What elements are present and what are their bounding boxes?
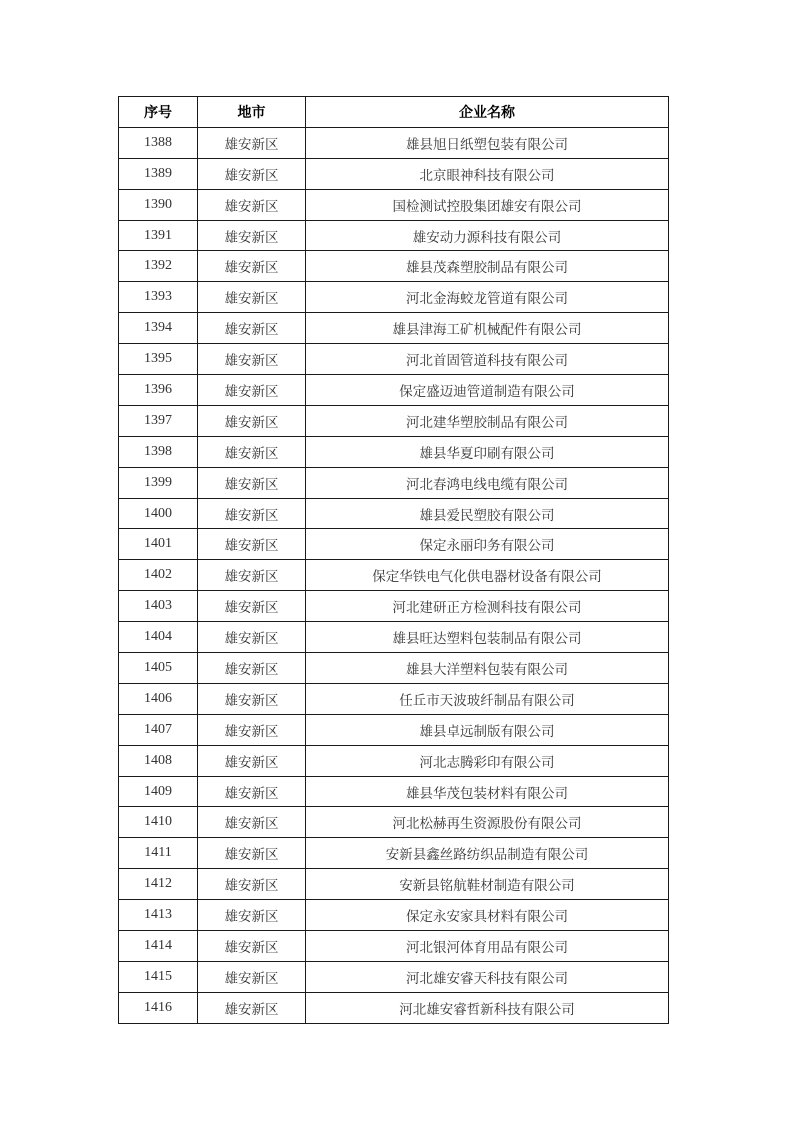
table-row [119,869,669,900]
city-cell: 雄安新区 [198,931,306,962]
table-header-row [119,97,669,128]
table-row [119,220,669,251]
city-cell: 雄安新区 [198,683,306,714]
serial-number-cell: 1400 [119,498,198,529]
company-name-cell: 保定盛迈迪管道制造有限公司 [306,375,669,406]
company-name-cell: 河北松赫再生资源股份有限公司 [306,807,669,838]
city-cell: 雄安新区 [198,807,306,838]
company-name-cell: 雄县爱民塑胶有限公司 [306,498,669,529]
city-cell: 雄安新区 [198,127,306,158]
table-body [119,127,669,1023]
table-row [119,529,669,560]
serial-number-cell: 1413 [119,900,198,931]
city-cell: 雄安新区 [198,436,306,467]
serial-number-cell: 1399 [119,467,198,498]
city-cell: 雄安新区 [198,189,306,220]
table-row [119,560,669,591]
serial-number-cell: 1397 [119,405,198,436]
serial-number-cell: 1411 [119,838,198,869]
table-row [119,436,669,467]
company-name-cell: 国检测试控股集团雄安有限公司 [306,189,669,220]
table-row [119,683,669,714]
serial-number-cell: 1408 [119,745,198,776]
serial-number-cell: 1396 [119,375,198,406]
company-list-table [118,96,669,1024]
company-name-cell: 保定华铁电气化供电器材设备有限公司 [306,560,669,591]
table-row [119,931,669,962]
city-cell: 雄安新区 [198,622,306,653]
table-row [119,158,669,189]
city-cell: 雄安新区 [198,313,306,344]
company-name-cell: 河北建华塑胶制品有限公司 [306,405,669,436]
table-row [119,961,669,992]
city-cell: 雄安新区 [198,498,306,529]
serial-number-cell: 1409 [119,776,198,807]
serial-number-cell: 1406 [119,683,198,714]
city-cell: 雄安新区 [198,282,306,313]
table-row [119,714,669,745]
company-name-cell: 安新县铭航鞋材制造有限公司 [306,869,669,900]
table-row [119,992,669,1023]
table-row [119,838,669,869]
city-cell: 雄安新区 [198,529,306,560]
serial-number-cell: 1410 [119,807,198,838]
company-name-cell: 雄县旺达塑料包装制品有限公司 [306,622,669,653]
serial-number-cell: 1402 [119,560,198,591]
company-name-cell: 河北雄安睿哲新科技有限公司 [306,992,669,1023]
city-cell: 雄安新区 [198,560,306,591]
company-name-cell: 雄县大洋塑料包装有限公司 [306,653,669,684]
table-row [119,467,669,498]
company-name-cell: 雄县旭日纸塑包装有限公司 [306,127,669,158]
company-name-cell: 保定永安家具材料有限公司 [306,900,669,931]
company-name-cell: 河北银河体育用品有限公司 [306,931,669,962]
serial-number-cell: 1393 [119,282,198,313]
company-name-cell: 河北金海蛟龙管道有限公司 [306,282,669,313]
company-name-cell: 河北春鸿电线电缆有限公司 [306,467,669,498]
header-city: 地市 [198,97,306,128]
serial-number-cell: 1404 [119,622,198,653]
company-name-cell: 雄县津海工矿机械配件有限公司 [306,313,669,344]
company-name-cell: 任丘市天波玻纤制品有限公司 [306,683,669,714]
serial-number-cell: 1412 [119,869,198,900]
city-cell: 雄安新区 [198,714,306,745]
city-cell: 雄安新区 [198,344,306,375]
table-row [119,375,669,406]
serial-number-cell: 1395 [119,344,198,375]
company-name-cell: 河北志腾彩印有限公司 [306,745,669,776]
table-row [119,776,669,807]
serial-number-cell: 1398 [119,436,198,467]
company-name-cell: 雄县华茂包装材料有限公司 [306,776,669,807]
company-name-cell: 保定永丽印务有限公司 [306,529,669,560]
city-cell: 雄安新区 [198,961,306,992]
city-cell: 雄安新区 [198,375,306,406]
header-company-name: 企业名称 [306,97,669,128]
serial-number-cell: 1415 [119,961,198,992]
header-serial-number: 序号 [119,97,198,128]
table-row [119,189,669,220]
serial-number-cell: 1391 [119,220,198,251]
company-name-cell: 雄县茂森塑胶制品有限公司 [306,251,669,282]
serial-number-cell: 1392 [119,251,198,282]
serial-number-cell: 1405 [119,653,198,684]
serial-number-cell: 1401 [119,529,198,560]
city-cell: 雄安新区 [198,467,306,498]
serial-number-cell: 1407 [119,714,198,745]
company-name-cell: 雄县卓远制版有限公司 [306,714,669,745]
serial-number-cell: 1390 [119,189,198,220]
city-cell: 雄安新区 [198,158,306,189]
city-cell: 雄安新区 [198,745,306,776]
table-row [119,251,669,282]
company-name-cell: 河北建研正方检测科技有限公司 [306,591,669,622]
city-cell: 雄安新区 [198,591,306,622]
serial-number-cell: 1389 [119,158,198,189]
table-row [119,653,669,684]
table-row [119,313,669,344]
table-row [119,282,669,313]
company-name-cell: 安新县鑫丝路纺织品制造有限公司 [306,838,669,869]
city-cell: 雄安新区 [198,220,306,251]
company-name-cell: 北京眼神科技有限公司 [306,158,669,189]
company-name-cell: 河北首固管道科技有限公司 [306,344,669,375]
company-name-cell: 河北雄安睿天科技有限公司 [306,961,669,992]
table-row [119,591,669,622]
serial-number-cell: 1388 [119,127,198,158]
company-name-cell: 雄安动力源科技有限公司 [306,220,669,251]
table-row [119,900,669,931]
city-cell: 雄安新区 [198,838,306,869]
table-row [119,807,669,838]
city-cell: 雄安新区 [198,251,306,282]
city-cell: 雄安新区 [198,405,306,436]
city-cell: 雄安新区 [198,900,306,931]
city-cell: 雄安新区 [198,776,306,807]
serial-number-cell: 1416 [119,992,198,1023]
table-row [119,498,669,529]
city-cell: 雄安新区 [198,653,306,684]
serial-number-cell: 1403 [119,591,198,622]
table-row [119,622,669,653]
city-cell: 雄安新区 [198,992,306,1023]
table-row [119,344,669,375]
table-row [119,405,669,436]
serial-number-cell: 1394 [119,313,198,344]
table-row [119,127,669,158]
table-row [119,745,669,776]
company-name-cell: 雄县华夏印刷有限公司 [306,436,669,467]
city-cell: 雄安新区 [198,869,306,900]
serial-number-cell: 1414 [119,931,198,962]
